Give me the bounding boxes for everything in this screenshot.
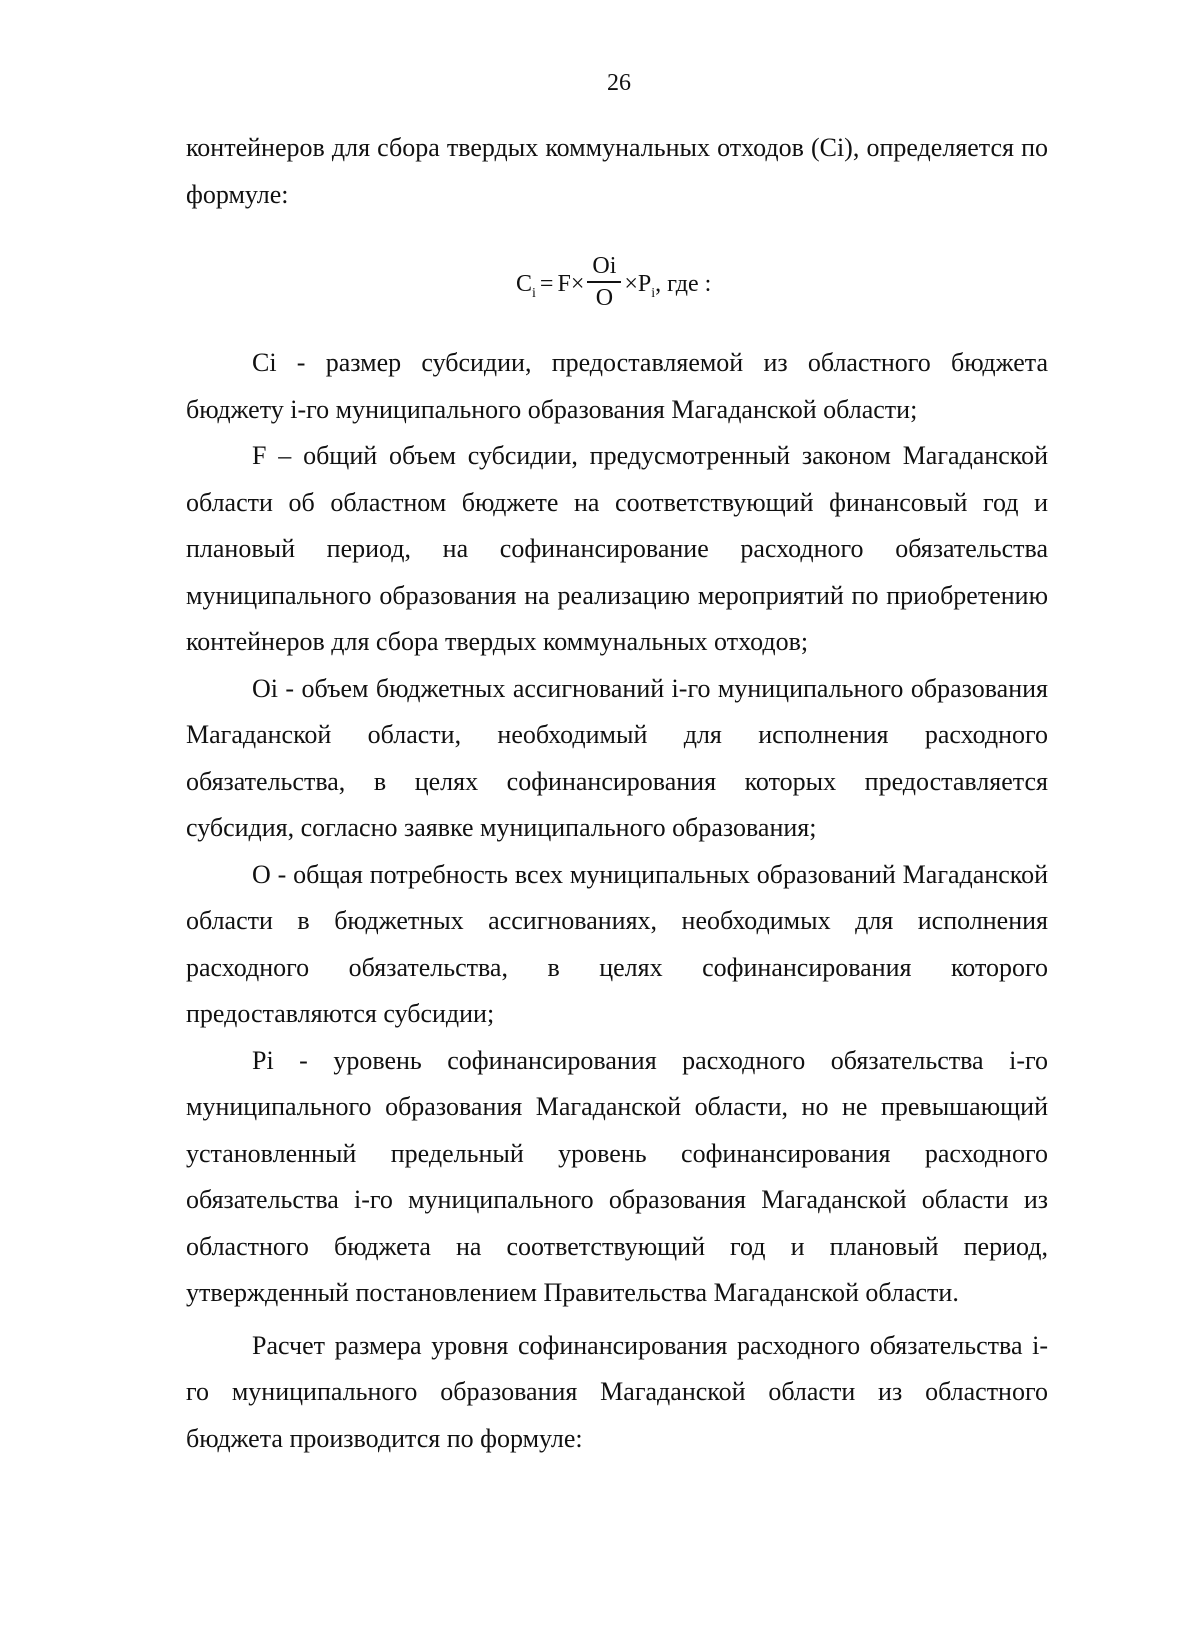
- page-number: 26: [607, 70, 631, 96]
- formula-tail: , где :: [655, 270, 712, 297]
- closing-paragraph: Расчет размера уровня софинансирования расходного обязательства i-го муниципального образования Магаданской области из областного бюджета производится по формуле:: [186, 1330, 1048, 1453]
- formula-times-2: ×: [624, 270, 638, 297]
- definition-o: O - общая потребность всех муниципальных образований Магаданской области в бюджетных ассигнованиях, необходимых для исполнения расходного обязательства, в целях софинансирования которого предоставляются субсидии;: [186, 859, 1048, 1028]
- formula-expression: [516, 253, 712, 312]
- fraction-denominator: O: [595, 284, 614, 311]
- definition-oi: Oi - объем бюджетных ассигнований i-го муниципального образования Магаданской области, необходимый для исполнения расходного обязательства, в целях софинансирования которых предоставляется субсидия, согласно заявке муниципального образования;: [186, 673, 1048, 842]
- intro-paragraph: контейнеров для сбора твердых коммунальных отходов (Ci), определяется по формуле:: [186, 133, 1048, 209]
- formula-subsidy: [186, 218, 1048, 340]
- formula-fraction: [587, 254, 621, 310]
- fraction-numerator: Oi: [592, 253, 617, 279]
- document-body: [186, 125, 1048, 1462]
- formula-lhs: $C_i$: [516, 270, 536, 301]
- formula-equals: =: [539, 270, 554, 297]
- formula-p: $P_i$: [637, 270, 656, 301]
- definition-ci: Ci - размер субсидии, предоставляемой из областного бюджета бюджету i-го муниципального образования Магаданской области;: [186, 348, 1048, 424]
- definition-pi: Pi - уровень софинансирования расходного обязательства i-го муниципального образования Магаданской области, но не превышающий установленный предельный уровень софинансирования расходного обязательства i-го муниципального образования Магаданской области из областного бюджета на соответствующий год и плановый период, утвержденный постановлением Правительства Магаданской области.: [186, 1045, 1048, 1307]
- formula-times-1: ×: [570, 270, 585, 297]
- formula-f: F: [557, 270, 571, 297]
- definition-f: F – общий объем субсидии, предусмотренный законом Магаданской области об областном бюджете на соответствующий финансовый год и плановый период, на софинансирование расходного обязательства муниципального образования на реализацию мероприятий по приобретению контейнеров для сбора твердых коммунальных отходов;: [186, 441, 1048, 656]
